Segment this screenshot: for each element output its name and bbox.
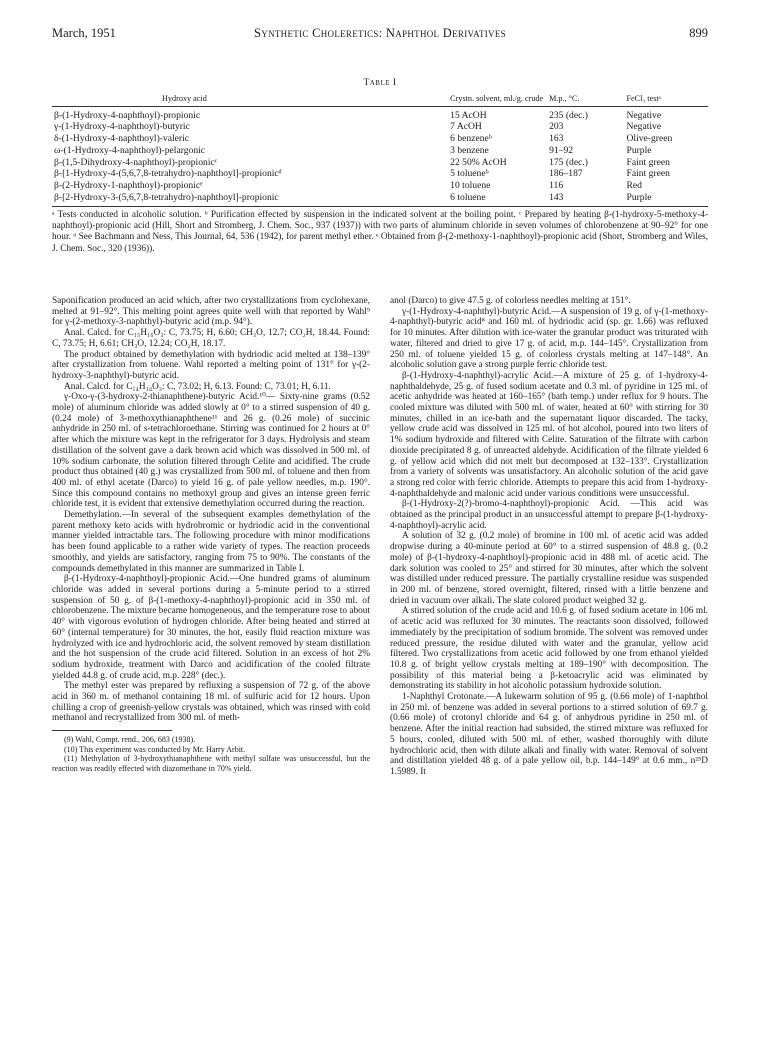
table-cell: Faint green [626,156,670,168]
table-cell: 235 (dec.) [549,109,588,121]
paragraph: γ-(1-Hydroxy-4-naphthyl)-butyric Acid.—A suspension of 19 g. of γ-(1-methoxy-4-naphthyl)-butyric acid⁸ and 160 ml. of hydriodic acid (sp. gr. 1.66) was refluxed for 10 minutes. After dilution with ice-water the granular product was triturated with water, filtered and dried to give 17 g. of acid, m.p. 144–145°. Crystallization from 250 ml. of toluene yielded 15 g. of colorless crystals melting at 147–148°. An alcoholic solution gave a strong purple ferric chloride test. [390,306,708,371]
paragraph: A stirred solution of the crude acid and 10.6 g. of fused sodium acetate in 106 ml. of acetic acid was refluxed for 30 minutes. The reactants soon dissolved, followed immediately by the precipitation of sodium bromide. The solvent was removed under reduced pressure, the residue diluted with water and the granular, yellow acid filtered. Two crystallizations from acetic acid followed by one from ethanol yielded 10.8 g. of bright yellow crystals melting at 189–190° with decomposition. The possibility of this material being a β-ketoacrylic acid was eliminated by demonstrating its stability in hot alcoholic potassium hydroxide solution. [390,606,708,692]
table-cell: 143 [549,192,564,204]
footnote-rule [52,730,172,731]
table-cell: β-(2-Hydroxy-1-naphthoyl)-propionicᵉ [54,180,203,192]
body-columns [52,296,708,1036]
table-cell: 163 [549,133,564,145]
table-cell: Purple [626,144,652,156]
table-cell: 3 benzene [450,144,489,156]
table-cell: Red [626,180,642,192]
paragraph: anol (Darco) to give 47.5 g. of colorless needles melting at 151°. [390,296,631,306]
table-cell: Olive-green [626,133,673,145]
table-cell: γ-(1-Hydroxy-4-naphthoyl)-butyric [54,121,190,133]
paragraph: Demethylation.—In several of the subsequent examples demethylation of the parent methoxy keto acids with hydrobromic or hydriodic acid in the conventional manner yielded intractable tars. The following procedure with minor modifications has been found applicable to a rather wide variety of types. The reaction proceeds smoothly, and yields are satisfactory, ranging from 75 to 90%. The constants of the compounds demethylated in this manner are summarized in Table I. [52,510,370,574]
table-cell: 6 toluene [450,192,486,204]
table-cell: 15 AcOH [450,109,487,121]
paragraph: γ-Oxo-γ-(3-hydroxy-2-thianaphthene)-butyric Acid.¹⁰— Sixty-nine grams (0.52 mole) of aluminum chloride was added slowly at 0° to a stirred suspension of 40 g. (0.24 mole) of 3-methoxythianaphthene¹¹ and 26 g. (0.26 mole) of succinic anhydride in 250 ml. of s-tetrachloroethane. Stirring was continued for 2 hours at 0° after which the mixture was kept in the refrigerator for 3 days. Hydrolysis and steam distillation of the solvent gave a dark brown acid which was dissolved in 500 ml. of 10% sodium carbonate, the solution filtered through Celite and acidified. The crude product thus obtained (40 g.) was crystallized from 500 ml. of toluene and then from 400 ml. of ethyl acetate (Darco) to yield 16 g. of pale yellow needles, m.p. 190°. Since this compound contains no methoxyl group and gives an intense green ferric chloride test, it is evident that extensive demethylation occurred during the reaction. [52,392,370,510]
table-cell: 22 50% AcOH [450,156,507,168]
table-row [52,180,708,192]
footnote: (9) Wahl, Compt. rend., 206, 683 (1938). [64,735,196,745]
table-cell: Purple [626,192,652,204]
table-cell: 186–187 [549,168,583,180]
table-cell: δ-(1-Hydroxy-4-naphthoyl)-valeric [54,133,190,145]
left-column [52,296,370,774]
table-row [52,168,708,180]
table-cell: 10 toluene [450,180,491,192]
table-cell: Negative [626,121,662,133]
table-1 [52,78,708,255]
paragraph: Anal. Calcd. for C₁₄H₁₄O₃: C, 73.02; H, 6.13. Found: C, 73.01; H, 6.11. [64,381,331,392]
table-row [52,145,708,157]
journal-page [52,26,708,1036]
table-row [52,133,708,145]
table-header-row [52,94,708,106]
table-title: Table I [363,78,397,88]
table-row [52,192,708,204]
paragraph: Anal. Calcd. for C₁₅H₁₆O₃: C, 73.75; H, 6.60; CH₃O, 12.7; CO₂H, 18.44. Found: C, 73.75; H, 6.61; CH₃O, 12.24; CO₂H, 18.17. [52,328,370,349]
table-footnotes: ᵃ Tests conducted in alcoholic solution. ᵇ Purification effected by suspension in the indicated solvent at the boiling point. ᶜ Prepared by heating β-(1-hydroxy-5-methoxy-4-naphthoyl)-propionic acid (Hill, Short and Stromberg, J. Chem. Soc., 937 (1937)) with two parts of aluminum chloride in seven volumes of chlorobenzene at 90–92° for one hour. ᵈ See Bachmann and Ness, This Journal, 64, 536 (1942), for parent methyl ether. ᵉ Obtained from β-(2-methoxy-1-naphthoyl)-propionic acid (Short, Stromberg and Wiles, J. Chem. Soc., 320 (1936)). [52,209,708,254]
paragraph: β-(1-Hydroxy-4-naphthyl)-acrylic Acid.—A mixture of 25 g. of 1-hydroxy-4-naphthaldehyde, 25 g. of fused sodium acetate and 0.3 ml. of pyridine in 125 ml. of acetic anhydride was heated at 160–165° (bath temp.) under reflux for 9 hours. The cooled mixture was diluted with 500 ml. of water, heated at 60° with stirring for 30 minutes, chilled in an ice-bath and the supernatant liquor discarded. The tacky, yellow crude acid was dissolved in 125 ml. of hot alcohol, poured into two liters of 1% sodium hydroxide and filtered with Celite. Saturation of the filtrate with carbon dioxide precipitated 8 g. of unreacted aldehyde. Acidification of the filtrate yielded 6 g. of yellow acid which did not melt but decomposed at 132–133°. Crystallization from a variety of solvents was unsatisfactory. An alcoholic solution of the acid gave a strong red color with ferric chloride. Attempts to prepare this acid from 1-hydroxy-4-naphthaldehyde and malonic acid under various conditions were unsuccessful. [390,370,708,499]
column-header: Crystn. solvent, ml./g. crude [450,94,549,106]
table-cell: 6 benzeneᵇ [450,133,492,145]
table-cell: Negative [626,109,662,121]
column-header: Hydroxy acid [52,94,450,106]
table-cell: 116 [549,180,564,192]
footnote: (10) This experiment was conducted by Mr. Harry Arbit. [64,744,246,754]
column-header: FeCl₃ testᵃ [626,94,708,106]
paragraph: β-(1-Hydroxy-4-naphthoyl)-propionic Acid.—One hundred grams of aluminum chloride was added in several portions during a 5-minute period to a stirred suspension of 50 g. of β-(1-methoxy-4-naphthoyl)-propionic acid in 350 ml. of chlorobenzene. The mixture became homogeneous, and the temperature rose to about 40° with vigorous evolution of hydrogen chloride. After being heated and stirred at 60° (internal temperature) for 30 minutes, the hot, easily fluid reaction mixture was hydrolyzed with ice and hydrochloric acid, the solvent removed by steam distillation and the hot suspension of the crude acid filtered. Solution in an excess of hot 2% sodium hydroxide, treatment with Darco and acidification of the cooled filtrate yielded 44.8 g. of crude acid, m.p. 228° (dec.). [52,574,370,681]
table-row [52,157,708,169]
table-cell: Faint green [626,168,670,180]
table-cell: β-[1-Hydroxy-4-(5,6,7,8-tetrahydro)-naphthoyl]-propionicᵈ [54,168,282,180]
table-row [52,121,708,133]
column-header: M.p., °C. [549,94,626,106]
table-cell: β-[2-Hydroxy-3-(5,6,7,8-tetrahydro)-naphthoyl]-propionic [54,192,279,204]
table-cell: 175 (dec.) [549,156,588,168]
paragraph: Saponification produced an acid which, after two crystallizations from cyclohexane, melted at 91–92°. This melting point agrees quite well with that reported by Wahl⁹ for γ-(2-methoxy-3-naphthyl)-butyric acid (m.p. 94°). [52,296,370,328]
table-cell: 91–92 [549,144,574,156]
paragraph: The methyl ester was prepared by refluxing a suspension of 72 g. of the above acid in 360 m. of methanol containing 18 ml. of sulfuric acid for 12 hours. Upon chilling a crop of greenish-yellow crystals was obtained, which was rinsed with cold methanol and recrystallized from 300 ml. of meth- [52,681,370,724]
table-cell: 7 AcOH [450,121,482,133]
hydroxy-acid-table [52,94,708,204]
table-cell: β-(1,5-Dihydroxy-4-naphthoyl)-propionicᶜ [54,156,218,168]
table-cell: ω-(1-Hydroxy-4-naphthoyl)-pelargonic [54,144,206,156]
page-number: 899 [689,26,708,40]
header-title: Synthetic Choleretics: Naphthol Derivatives [254,26,506,40]
right-column [390,296,708,778]
footnote: (11) Methylation of 3-hydroxythianaphthene with methyl sulfate was unsuccessful, but the reaction was readily effected with diazomethane in 70% yield. [52,754,370,773]
header-date: March, 1951 [52,26,116,40]
paragraph: A solution of 32 g. (0.2 mole) of bromine in 100 ml. of acetic acid was added dropwise during a 40-minute period at 60° to a stirred suspension of 48.8 g. (0.2 mole) of β-(1-hydroxy-4-naphthoyl)-propionic acid in 488 ml. of acetic acid. The dark solution was cooled to 25° and stirred for 30 minutes, after which the solvent was distilled under reduced pressure. The partially crystalline residue was suspended in 200 ml. of benzene, stored overnight, filtered, rinsed with a little benzene and dried in vacuum over alkali. The slate colored product weighed 32 g. [390,531,708,606]
table-row [52,106,708,121]
running-header [52,26,708,42]
paragraph: 1-Naphthyl Crotonate.—A lukewarm solution of 95 g. (0.66 mole) of 1-naphthol in 250 ml. of benzene was added in several portions to a stirred solution of 69.7 g. (0.66 mole) of crotonyl chloride and 64 g. of anhydrous pyridine in 250 ml. of benzene. After the initial reaction had subsided, the stirred mixture was refluxed for 5 hours, cooled, diluted with 500 ml. of ether, washed thoroughly with dilute hydrochloric acid, then with dilute alkali and finally with water. Removal of solvent and distillation yielded 48 g. of a pale yellow oil, b.p. 144–149° at 0.6 mm., n²⁵D 1.5989. It [390,692,708,777]
paragraph: β-(1-Hydroxy-2(?)-bromo-4-naphthoyl)-propionic Acid. —This acid was obtained as the principal product in an unsuccessful attempt to prepare β-(1-hydroxy-4-naphthoyl)-acrylic acid. [390,499,708,531]
table-cell: 203 [549,121,564,133]
table-rule [52,206,708,207]
table-cell: β-(1-Hydroxy-4-naphthoyl)-propionic [54,109,201,121]
table-cell: 5 tolueneᵇ [450,168,489,180]
paragraph: The product obtained by demethylation with hydriodic acid melted at 138–139° after crystallization from toluene. Wahl reported a melting point of 131° for γ-(2-hydroxy-3-naphthyl)-butyric acid. [52,349,370,381]
